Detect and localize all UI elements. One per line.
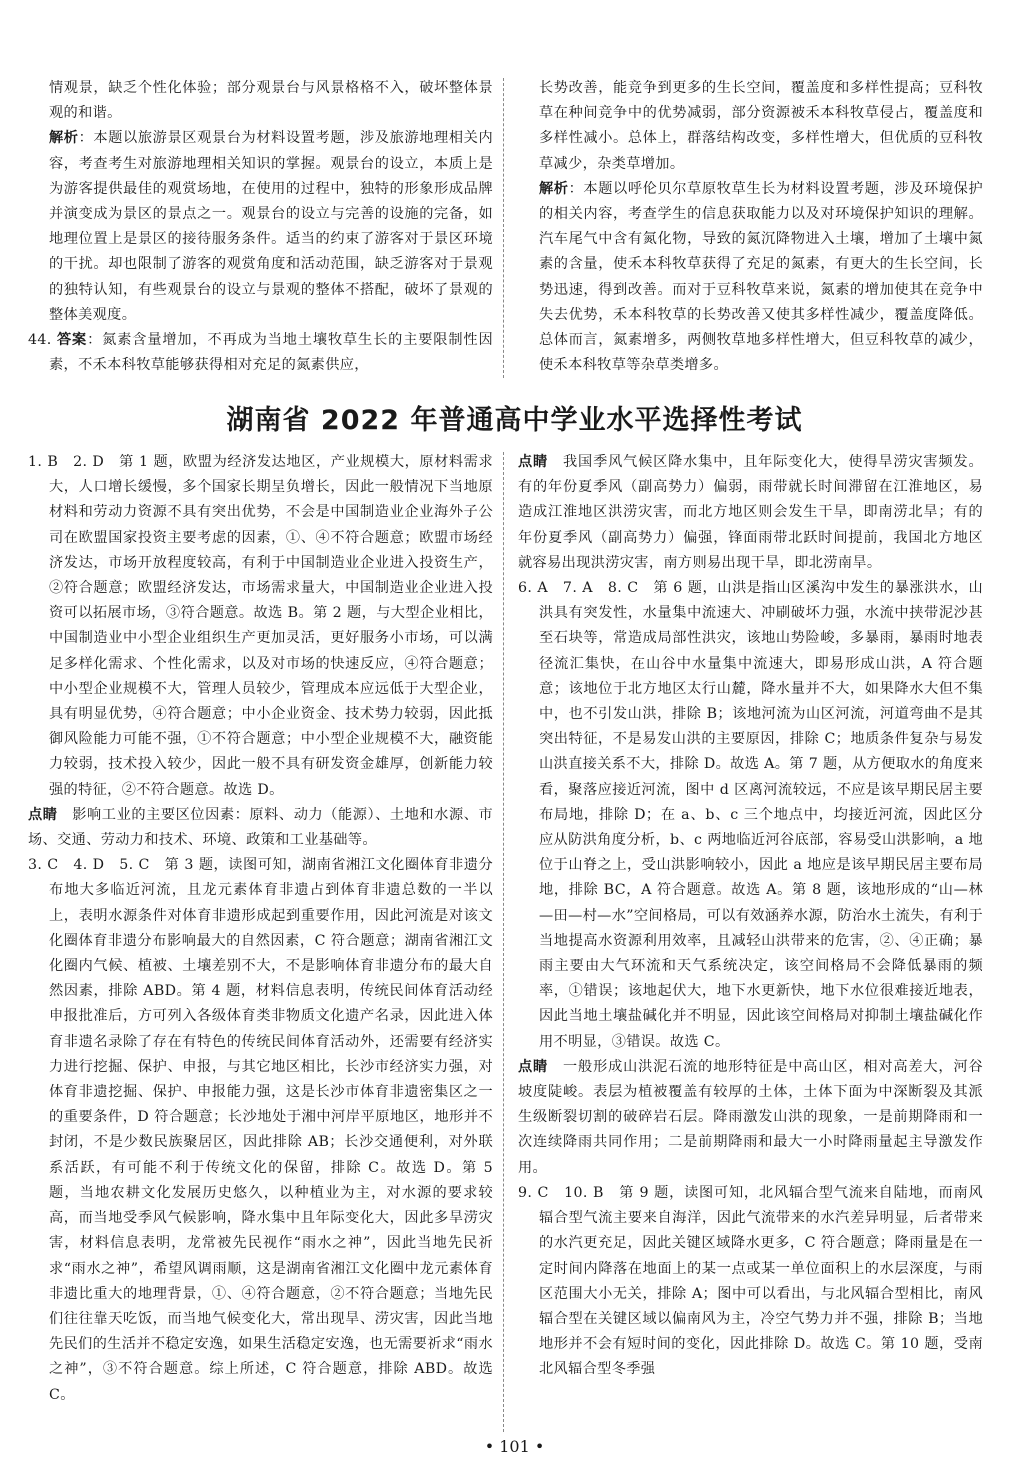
continued-answer-text: 情观景，缺乏个性化体验；部分观景台与风景格格不入，破坏整体景观的和谐。 — [49, 80, 493, 122]
answer-1-2: 1. B 2. D 第 1 题，欧盟为经济发达地区，产业规模大，原材料需求大，人口增长缓慢，多个国家长期呈负增长，因此一般情况下当地原材料和劳动力资源不具有突出优势，不会是中国制造业企业海外子公司在欧盟国家投资主要考虑的因素，①、④不符合题意；欧盟市场经济发达，市场开放程度较高，有利于中国制造业企业进入投资生产，②符合题意；欧盟经济发达，市场需求量大，中国制造业企业进入投资可以拓展市场，③符合题意。故选 B。第 2 题，与大型企业相比，中国制造业中小型企业组织生产更加灵活，更好服务小市场，可以满足多样化需求、个性化需求，以及对市场的快速反应，④符合题意；中小型企业规模不大，管理人员较少，管理成本应远低于大型企业，具有明显优势，④符合题意；中小企业资金、技术势力较弱，因此抵御风险能力可能不强，①不符合题意；中小型企业规模不大，融资能力较弱，技术投入较少，因此一般不具有研发资金雄厚，创新能力较强的特征，②不符合题意。故选 D。 — [28, 454, 493, 798]
top-right-column — [518, 76, 983, 378]
question-44-answer — [28, 328, 493, 378]
column-divider — [503, 452, 504, 1432]
tip-text: 影响工业的主要区位因素：原料、动力（能源）、土地和水源、市场、交通、劳动力和技术、环境、政策和工业基础等。 — [28, 806, 494, 849]
analysis-label: 解析 — [49, 130, 79, 147]
tip-text: 一般形成山洪泥石流的地形特征是中高山区，相对高差大，河谷坡度陡峻。表层为植被覆盖有较厚的土体，土体下面为中深断裂及其派生级断裂切割的破碎岩石层。降雨激发山洪的现象，一是前期降雨和一次连续降雨共同作用；二是前期降雨和最大一小时降雨量起主导激发作用。 — [518, 1058, 983, 1176]
analysis-text: ：本题以旅游景区观景台为材料设置考题，涉及旅游地理相关内容，考查考生对旅游地理相关知识的掌握。观景台的设立，本质上是为游客提供最佳的观赏场地，在使用的过程中，独特的形象形成品牌并演变成为景区的景点之一。观景台的设立与完善的设施的完备，如地理位置上是景区的接待服务条件。适当的约束了游客对于景区环境的干扰。却也限制了游客的观赏角度和活动范围，缺乏游客对于景观的独特认知，有些观景台的设立与景观的整体不搭配，破坏了景观的整体美观度。 — [49, 130, 493, 323]
continued-answer-text: 长势改善，能竞争到更多的生长空间，覆盖度和多样性提高；豆科牧草在种间竞争中的优势减弱，部分资源被禾本科牧草侵占，覆盖度和多样性减小。总体上，群落结构改变，多样性增大，但优质的豆科牧草减少，杂类草增加。 — [539, 80, 983, 172]
tip-paragraph — [28, 803, 493, 853]
section-title: 湖南省 2022 年普通高中学业水平选择性考试 — [226, 405, 803, 436]
question-number: 44. — [28, 332, 57, 349]
tip-label: 点睛 — [518, 454, 549, 470]
tip-paragraph — [518, 1055, 983, 1181]
bottom-right-column — [518, 450, 983, 1383]
tip-paragraph — [518, 450, 983, 576]
answer-text: ：氮素含量增加，不再成为当地土壤牧草生长的主要限制性因素，不禾本科牧草能够获得相对充足的氮素供应， — [49, 332, 494, 374]
answer-9-10: 9. C 10. B 第 9 题，读图可知，北风辐合型气流来自陆地，而南风辐合型气流主要来自海洋，因此气流带来的水汽差异明显，后者带来的水汽更充足，因此关键区域降水更多，C 符合题意；降雨量是在一定时间内降落在地面上的某一点或某一单位面积上的水层深度，与雨区范围大小无关，排除 A；图中可以看出，与北风辐合型相比，南风辐合型在关键区域以偏南风为主，冷空气势力并不强，排除 B；当地地形并不会有短时间的变化，因此排除 D。故选 C。第 10 题，受南北风辐合型冬季强 — [518, 1184, 983, 1378]
tip-text: 我国季风气候区降水集中，且年际变化大，使得旱涝灾害频发。有的年份夏季风（副高势力）偏弱，雨带就长时间滞留在江淮地区，易造成江淮地区洪涝灾害，而北方地区则会发生干旱，即南涝北旱；有的年份夏季风（副高势力）偏强，锋面雨带北跃时间提前，我国北方地区就容易出现洪涝灾害，南方则易出现干旱，即北涝南旱。 — [518, 454, 983, 571]
analysis-paragraph — [518, 177, 983, 379]
answer-3-5: 3. C 4. D 5. C 第 3 题，读图可知，湖南省湘江文化圈体育非遗分布地大多临近河流，且龙元素体育非遗占到体育非遗总数的一半以上，表明水源条件对体育非遗形成起到重要作用，因此河流是对该文化圈体育非遗分布影响最大的自然因素，C 符合题意；湖南省湘江文化圈内气候、植被、土壤差别不大，不是影响体育非遗分布的最大自然因素，排除 ABD。第 4 题，材料信息表明，传统民间体育活动经申报批准后，方可列入各级体育类非物质文化遗产名录，因此进入体育非遗名录除了存在有特色的传统民间体育活动外，还需要有经济实力进行挖掘、保护、申报，与其它地区相比，长沙市经济实力强，对体育非遗挖掘、保护、申报能力强，这是长沙市体育非遗密集区之一的重要条件，D 符合题意；长沙地处于湘中河岸平原地区，地形并不封闭，不是少数民族聚居区，因此排除 AB；长沙交通便利，对外联系活跃，有可能不利于传统文化的保留，排除 C。故选 D。第 5 题，当地农耕文化发展历史悠久，以种植业为主，对水源的要求较高，而当地受季风气候影响，降水集中且年际变化大，因此多旱涝灾害，材料信息表明，龙常被先民视作“雨水之神”，因此当地先民祈求“雨水之神”，希望风调雨顺，这是湖南省湘江文化圈中龙元素体育非遗比重大的地理背景，①、④符合题意，②不符合题意；当地先民们往往靠天吃饭，而当地气候变化大，常出现旱、涝灾害，因此当地先民们的生活并不稳定安逸，如果生活稳定安逸，也无需要祈求“雨水之神”，③不符合题意。综上所述，C 符合题意，排除 ABD。故选 C。 — [28, 857, 493, 1403]
answer-label: 答案 — [57, 332, 88, 349]
tip-label: 点睛 — [28, 806, 58, 823]
analysis-label: 解析 — [539, 180, 569, 197]
top-left-column — [28, 76, 493, 378]
page-number: • 101 • — [484, 1437, 545, 1456]
answer-6-8: 6. A 7. A 8. C 第 6 题，山洪是指山区溪沟中发生的暴涨洪水，山洪具有突发性，水量集中流速大、冲刷破坏力强，水流中挟带泥沙甚至石块等，常造成局部性洪灾，该地山势险峻，多暴雨，暴雨时地表径流汇集快，在山谷中水量集中流速大，即易形成山洪，A 符合题意；该地位于北方地区太行山麓，降水量并不大，如果降水大但不集中，也不引发山洪，排除 B；该地河流为山区河流，河道弯曲不是其突出特征，不是易发山洪的主要原因，排除 C；地质条件复杂与易发山洪直接关系不大，排除 D。故选 A。第 7 题，从方便取水的角度来看，聚落应接近河流，图中 d 区离河流较远，不应是该早期民居主要布局地，排除 D；在 a、b、c 三个地点中，均接近河流，因此区分应从防洪角度分析，b、c 两地临近河谷底部，容易受山洪影响，a 地位于山脊之上，受山洪影响较小，因此 a 地应是该早期民居主要布局地，排除 BC，A 符合题意。故选 A。第 8 题，该地形成的“山—林—田—村—水”空间格局，可以有效涵养水源，防治水土流失，有利于当地提高水资源利用效率，且减轻山洪带来的危害，②、④正确；暴雨主要由大气环流和天气系统决定，该空间格局不会降低暴雨的频率，①错误；该地起伏大，地下水更新快，地下水位很难接近地表，因此当地土壤盐碱化并不明显，因此该空间格局对抑制土壤盐碱化作用不明显，③错误。故选 C。 — [518, 580, 983, 1050]
analysis-paragraph — [28, 126, 493, 328]
analysis-text: ：本题以呼伦贝尔草原牧草生长为材料设置考题，涉及环境保护的相关内容，考查学生的信息获取能力以及对环境保护知识的理解。汽车尾气中含有氮化物，导致的氮沉降物进入土壤，增加了土壤中氮素的含量，使禾本科牧草获得了充足的氮素，有更大的生长空间，长势迅速，得到改善。而对于豆科牧草来说，氮素的增加使其在竞争中失去优势，禾本科牧草的长势改善又使其多样性减少，覆盖度降低。总体而言，氮素增多，两侧牧草地多样性增大，但豆科牧草的减少，使禾本科牧草等杂草类增多。 — [539, 180, 983, 374]
column-divider — [503, 78, 504, 378]
tip-label: 点睛 — [518, 1058, 549, 1075]
bottom-left-column — [28, 450, 493, 1408]
